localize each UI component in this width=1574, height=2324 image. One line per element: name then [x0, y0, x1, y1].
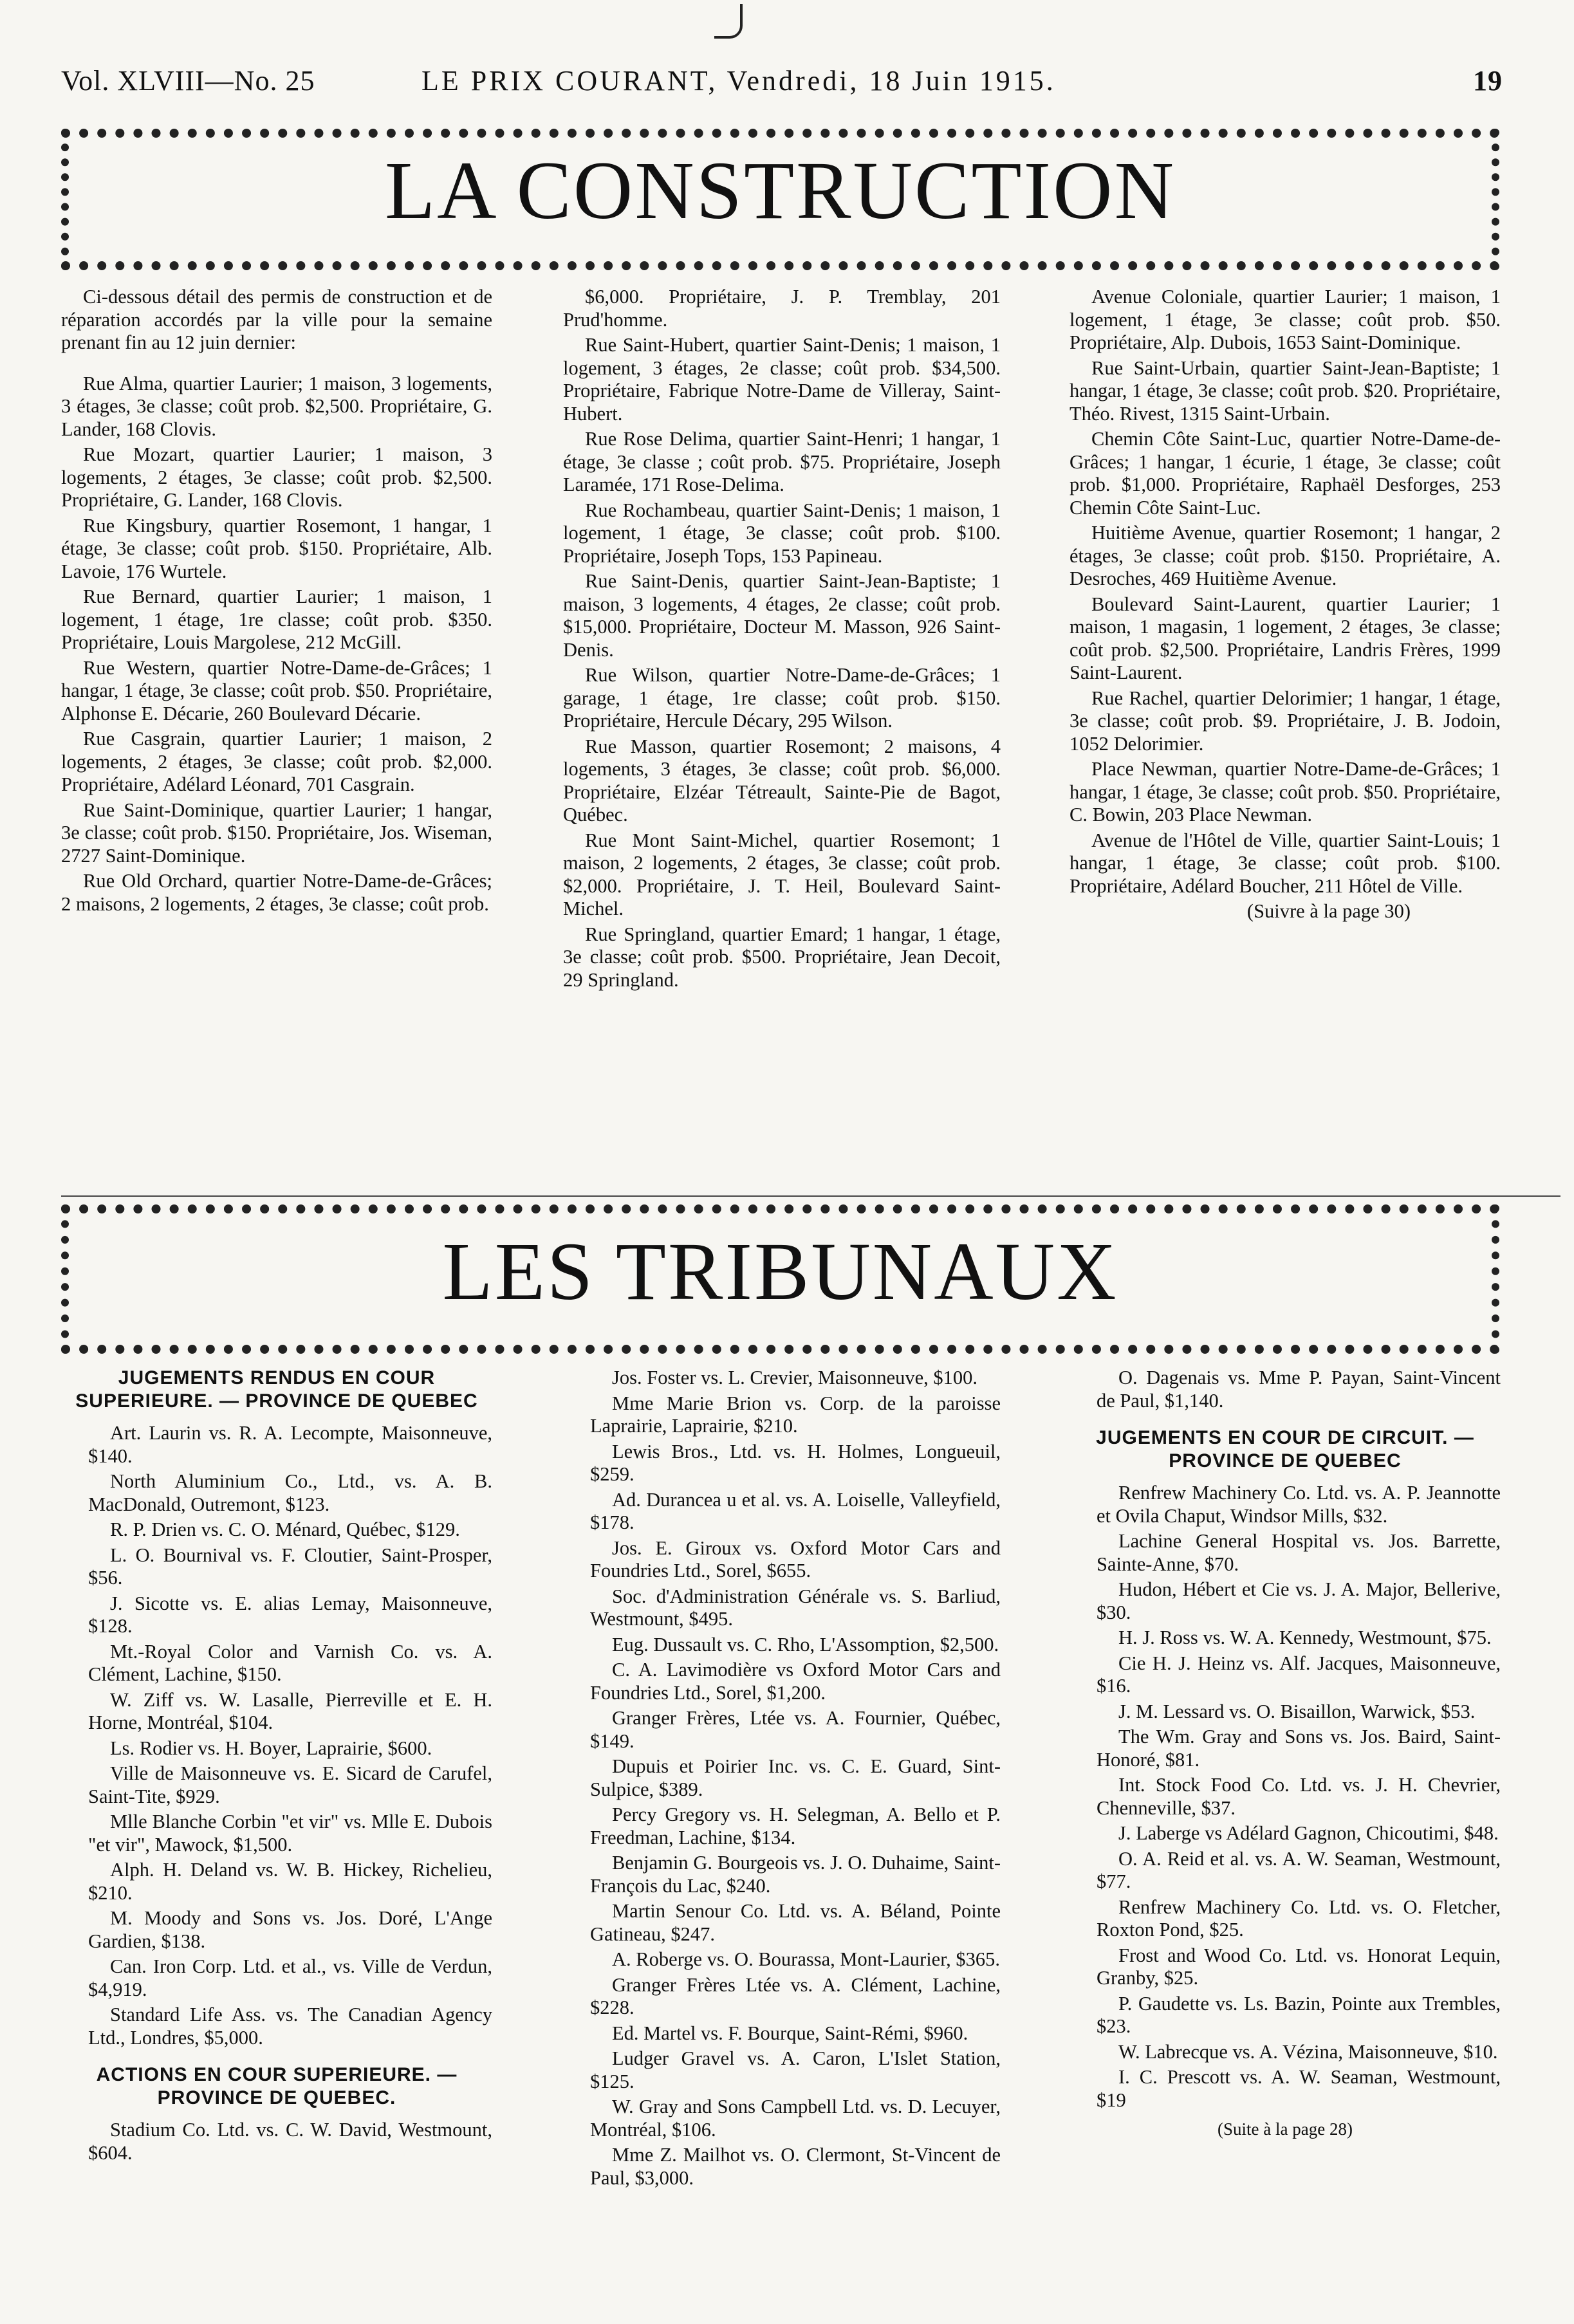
circuit-judgment-entry: Renfrew Machinery Co. Ltd. vs. A. P. Jeannotte et Ovila Chaput, Windsor Mills, $32. [1097, 1482, 1501, 1527]
permit-entry: Rue Western, quartier Notre-Dame-de-Grâces; 1 hangar, 1 étage, 3e classe; coût prob. $50. Propriétaire, Alphonse E. Décarie, 260 Boulevard Décarie. [61, 656, 492, 724]
permit-entry: Rue Saint-Hubert, quartier Saint-Denis; 1 maison, 1 logement, 3 étages, 2e classe; coût prob. $34,500. Propriétaire, Fabrique Notre-Dame de Villeray, Saint-Hubert. [563, 334, 1001, 425]
judgment-entry: W. Gray and Sons Campbell Ltd. vs. D. Lecuyer, Montréal, $106. [590, 2096, 1001, 2141]
permit-entry: Rue Wilson, quartier Notre-Dame-de-Grâces; 1 garage, 1 étage, 1re classe; coût prob. $150. Propriétaire, Hercule Décary, 295 Wilson. [563, 664, 1001, 732]
judgment-entry: Can. Iron Corp. Ltd. et al., vs. Ville de Verdun, $4,919. [88, 1955, 492, 2000]
permit-entry: Rue Rochambeau, quartier Saint-Denis; 1 maison, 1 logement, 1 étage, 3e classe; coût prob. $100. Propriétaire, Joseph Tops, 153 Papineau. [563, 499, 1001, 567]
continued-note: (Suite à la page 28) [1218, 2119, 1353, 2139]
permit-entry: Rue Kingsbury, quartier Rosemont, 1 hangar, 1 étage, 3e classe; coût prob. $150. Propriétaire, Alb. Lavoie, 176 Wurtele. [61, 514, 492, 582]
permit-entry: Rue Casgrain, quartier Laurier; 1 maison, 2 logements, 2 étages, 3e classe; coût prob. $2,000. Propriétaire, Adélard Léonard, 701 Casgrain. [61, 728, 492, 795]
judgment-entry: L. O. Bournival vs. F. Cloutier, Saint-Prosper, $56. [88, 1544, 492, 1589]
circuit-judgment-entry: Renfrew Machinery Co. Ltd. vs. O. Fletcher, Roxton Pond, $25. [1097, 1895, 1501, 1941]
circuit-judgment-entry: W. Labrecque vs. A. Vézina, Maisonneuve, $10. [1118, 2040, 1498, 2063]
permit-entry: Rue Rachel, quartier Delorimier; 1 hangar, 1 étage, 3e classe; coût prob. $9. Propriétaire, J. B. Jodoin, 1052 Delorimier. [1069, 687, 1501, 755]
page-header [61, 51, 1503, 109]
continued-note: (Suivre à la page 30) [1246, 900, 1411, 922]
judgment-entry: Ed. Martel vs. F. Bourque, Saint-Rémi, $960. [612, 2022, 968, 2044]
permit-entry: Ci-dessous détail des permis de construction et de réparation accordés par la ville pour la semaine prenant fin au 12 juin dernier: [61, 286, 492, 353]
publication-line: LE PRIX COURANT, Vendredi, 18 Juin 1915. [421, 65, 1056, 97]
judgment-entry: Art. Laurin vs. R. A. Lecompte, Maisonneuve, $140. [88, 1422, 492, 1467]
judgment-entry: Alph. H. Deland vs. W. B. Hickey, Richelieu, $210. [88, 1859, 492, 1904]
volume-number: Vol. XLVIII—No. 25 [61, 65, 315, 97]
judgment-entry: Mt.-Royal Color and Varnish Co. vs. A. Clément, Lachine, $150. [88, 1640, 492, 1685]
superior-court-judgments-list [61, 1422, 492, 2049]
permit-entry: Rue Bernard, quartier Laurier; 1 maison, 1 logement, 1 étage, 1re classe; coût prob. $350. Propriétaire, Louis Margolese, 212 McGill. [61, 586, 492, 653]
superior-court-actions-list [61, 2119, 492, 2164]
construction-column-3 [1069, 286, 1501, 1190]
judgment-entry: Jos. E. Giroux vs. Oxford Motor Cars and Foundries Ltd., Sorel, $655. [590, 1536, 1001, 1582]
construction-column-2 [563, 286, 1001, 1190]
circuit-judgment-entry: Lachine General Hospital vs. Jos. Barrette, Sainte-Anne, $70. [1097, 1530, 1501, 1575]
tribunaux-column-2 [563, 1367, 1001, 2312]
circuit-judgment-entry: J. M. Lessard vs. O. Bisaillon, Warwick, $53. [1118, 1700, 1476, 1722]
judgment-entry: Mme Marie Brion vs. Corp. de la paroisse Laprairie, Laprairie, $210. [590, 1392, 1001, 1437]
circuit-judgment-entry: Hudon, Hébert et Cie vs. J. A. Major, Bellerive, $30. [1097, 1578, 1501, 1623]
judgment-entry: Soc. d'Administration Générale vs. S. Barliud, Westmount, $495. [590, 1585, 1001, 1630]
page-number: 19 [1473, 65, 1503, 97]
judgment-entry: Granger Frères, Ltée vs. A. Fournier, Québec, $149. [590, 1707, 1001, 1752]
circuit-judgment-entry: Frost and Wood Co. Ltd. vs. Honorat Lequin, Granby, $25. [1097, 1944, 1501, 1989]
circuit-judgment-entry: H. J. Ross vs. W. A. Kennedy, Westmount, $75. [1118, 1627, 1492, 1648]
judgment-entry: Eug. Dussault vs. C. Rho, L'Assomption, $2,500. [612, 1633, 999, 1655]
circuit-judgment-entry: J. Laberge vs Adélard Gagnon, Chicoutimi, $48. [1118, 1822, 1499, 1844]
permit-entry: Chemin Côte Saint-Luc, quartier Notre-Dame-de-Grâces; 1 hangar, 1 écurie, 1 étage, 3e classe; coût prob. $1,000. Propriétaire, Raphaël Desforges, 253 Chemin Côte Saint-Luc. [1069, 428, 1501, 519]
section-divider [61, 1195, 1560, 1197]
permit-entry: Boulevard Saint-Laurent, quartier Laurier; 1 maison, 1 magasin, 1 logement, 2 étages, 3e classe; coût prob. $2,500. Propriétaire, Landris Frères, 1999 Saint-Laurent. [1069, 593, 1501, 683]
circuit-judgment-entry: I. C. Prescott vs. A. W. Seaman, Westmount, $19 [1097, 2066, 1501, 2111]
superior-court-actions-heading: ACTIONS EN COUR SUPERIEURE. — PROVINCE DE QUEBEC. [96, 2064, 458, 2108]
judgment-entry: Dupuis et Poirier Inc. vs. C. E. Guard, Sint-Sulpice, $389. [590, 1755, 1001, 1800]
permit-entry: Rue Saint-Dominique, quartier Laurier; 1 hangar, 3e classe; coût prob. $150. Propriétaire, Jos. Wiseman, 2727 Saint-Dominique. [61, 798, 492, 867]
permit-entry: Rue Mozart, quartier Laurier; 1 maison, 3 logements, 2 étages, 3e classe; coût prob. $2,500. Propriétaire, G. Lander, 168 Clovis. [61, 443, 492, 511]
judgment-entry: North Aluminium Co., Ltd., vs. A. B. MacDonald, Outremont, $123. [88, 1470, 492, 1515]
judgments-continued-list [563, 1367, 1001, 2190]
tribunaux-title: LES TRIBUNAUX [442, 1226, 1118, 1317]
permit-entry: Avenue de l'Hôtel de Ville, quartier Saint-Louis; 1 hangar, 1 étage, 3e classe; coût prob. $100. Propriétaire, Adélard Boucher, 211 Hôtel de Ville. [1069, 829, 1501, 897]
construction-banner [61, 129, 1499, 270]
judgment-entry: Mme Z. Mailhot vs. O. Clermont, St-Vincent de Paul, $3,000. [590, 2144, 1001, 2189]
permit-entry: Rue Saint-Denis, quartier Saint-Jean-Baptiste; 1 maison, 3 logements, 4 étages, 2e classe; coût prob. $15,000. Propriétaire, Docteur M. Masson, 926 Saint-Denis. [563, 570, 1001, 661]
judgment-entry: Mlle Blanche Corbin "et vir" vs. Mlle E. Dubois "et vir", Mawock, $1,500. [88, 1811, 492, 1856]
permit-entry: Rue Mont Saint-Michel, quartier Rosemont; 1 maison, 2 logements, 2 étages, 3e classe; coût prob. $2,000. Propriétaire, J. T. Heil, Boulevard Saint-Michel. [563, 829, 1001, 919]
judgment-entry: J. Sicotte vs. E. alias Lemay, Maisonneuve, $128. [88, 1592, 492, 1637]
judgment-entry: Jos. Foster vs. L. Crevier, Maisonneuve, $100. [612, 1367, 978, 1388]
permit-entry: Rue Springland, quartier Emard; 1 hangar, 1 étage, 3e classe; coût prob. $500. Propriétaire, Jean Decoit, 29 Springland. [563, 923, 1001, 991]
judgment-entry: A. Roberge vs. O. Bourassa, Mont-Laurier, $365. [612, 1948, 1001, 1970]
circuit-judgment-entry: Cie H. J. Heinz vs. Alf. Jacques, Maisonneuve, $16. [1097, 1652, 1501, 1697]
permit-entry: Huitième Avenue, quartier Rosemont; 1 hangar, 2 étages, 3e classe; coût prob. $150. Propriétaire, A. Desroches, 469 Huitième Avenue. [1069, 522, 1501, 589]
permit-entry: Place Newman, quartier Notre-Dame-de-Grâces; 1 hangar, 1 étage, 3e classe; coût prob. $50. Propriétaire, C. Bowin, 203 Place Newman. [1069, 758, 1501, 825]
judgment-entry: Ville de Maisonneuve vs. E. Sicard de Carufel, Saint-Tite, $929. [88, 1762, 492, 1807]
tribunaux-column-1 [61, 1367, 492, 2312]
judgments-top-list [1069, 1367, 1501, 1412]
permit-entry: Rue Alma, quartier Laurier; 1 maison, 3 logements, 3 étages, 3e classe; coût prob. $2,500. Propriétaire, G. Lander, 168 Clovis. [61, 372, 492, 440]
judgment-entry: O. Dagenais vs. Mme P. Payan, Saint-Vincent de Paul, $1,140. [1097, 1367, 1501, 1412]
construction-column-1 [61, 286, 492, 1190]
permit-entry: Rue Saint-Urbain, quartier Saint-Jean-Baptiste; 1 hangar, 1 étage, 3e classe; coût prob. $20. Propriétaire, Théo. Rivest, 1315 Saint-Urbain. [1069, 356, 1501, 425]
judgment-entry: W. Ziff vs. W. Lasalle, Pierreville et E. H. Horne, Montréal, $104. [88, 1688, 492, 1733]
permit-entry: $6,000. Propriétaire, J. P. Tremblay, 201 Prud'homme. [563, 286, 1001, 331]
tribunaux-banner [61, 1204, 1499, 1354]
judgment-entry: Ad. Durancea u et al. vs. A. Loiselle, Valleyfield, $178. [590, 1488, 1001, 1533]
judgment-entry: M. Moody and Sons vs. Jos. Doré, L'Ange Gardien, $138. [88, 1907, 492, 1952]
judgment-entry: Granger Frères Ltée vs. A. Clément, Lachine, $228. [590, 1973, 1001, 2018]
judgment-entry: Lewis Bros., Ltd. vs. H. Holmes, Longueuil, $259. [590, 1440, 1001, 1485]
tribunaux-column-3 [1069, 1367, 1501, 2312]
permit-entry: Avenue Coloniale, quartier Laurier; 1 maison, 1 logement, 1 étage, 3e classe; coût prob. $50. Propriétaire, Alp. Dubois, 1653 Saint-Dominique. [1069, 286, 1501, 353]
judgment-entry: Ludger Gravel vs. A. Caron, L'Islet Station, $125. [590, 2047, 1001, 2092]
judgment-entry: Percy Gregory vs. H. Selegman, A. Bello et P. Freedman, Lachine, $134. [590, 1803, 1001, 1849]
action-entry: Stadium Co. Ltd. vs. C. W. David, Westmount, $604. [88, 2119, 492, 2164]
judgment-entry: C. A. Lavimodière vs Oxford Motor Cars and Foundries Ltd., Sorel, $1,200. [590, 1659, 1001, 1704]
judgment-entry: Ls. Rodier vs. H. Boyer, Laprairie, $600. [110, 1737, 432, 1759]
ink-mark [714, 4, 743, 39]
circuit-court-heading: JUGEMENTS EN COUR DE CIRCUIT. — PROVINCE DE QUEBEC [1096, 1427, 1474, 1471]
permit-entry: Rue Masson, quartier Rosemont; 2 maisons, 4 logements, 3 étages, 3e classe; coût prob. $6,000. Propriétaire, Elzéar Tétreault, Sainte-Pie de Bagot, Québec. [563, 735, 1001, 825]
permit-entry: Rue Old Orchard, quartier Notre-Dame-de-Grâces; 2 maisons, 2 logements, 2 étages, 3e classe; coût prob. [61, 870, 492, 915]
judgment-entry: Standard Life Ass. vs. The Canadian Agency Ltd., Londres, $5,000. [88, 2004, 492, 2049]
circuit-judgment-entry: P. Gaudette vs. Ls. Bazin, Pointe aux Trembles, $23. [1097, 1992, 1501, 2037]
permit-entry: Rue Rose Delima, quartier Saint-Henri; 1 hangar, 1 étage, 3e classe ; coût prob. $75. Propriétaire, Joseph Laramée, 171 Rose-Delima. [563, 428, 1001, 495]
judgment-entry: R. P. Drien vs. C. O. Ménard, Québec, $129. [110, 1518, 460, 1540]
judgment-entry: Martin Senour Co. Ltd. vs. A. Béland, Pointe Gatineau, $247. [590, 1900, 1001, 1945]
circuit-judgment-entry: O. A. Reid et al. vs. A. W. Seaman, Westmount, $77. [1097, 1847, 1501, 1892]
construction-title: LA CONSTRUCTION [384, 145, 1176, 236]
superior-court-judgments-heading: JUGEMENTS RENDUS EN COUR SUPERIEURE. — PROVINCE DE QUEBEC [75, 1367, 478, 1412]
circuit-judgment-entry: The Wm. Gray and Sons vs. Jos. Baird, Saint-Honoré, $81. [1097, 1726, 1501, 1771]
judgment-entry: Benjamin G. Bourgeois vs. J. O. Duhaime, Saint-François du Lac, $240. [590, 1852, 1001, 1897]
circuit-court-judgments-list [1069, 1482, 1501, 2112]
circuit-judgment-entry: Int. Stock Food Co. Ltd. vs. J. H. Chevrier, Chenneville, $37. [1097, 1774, 1501, 1819]
